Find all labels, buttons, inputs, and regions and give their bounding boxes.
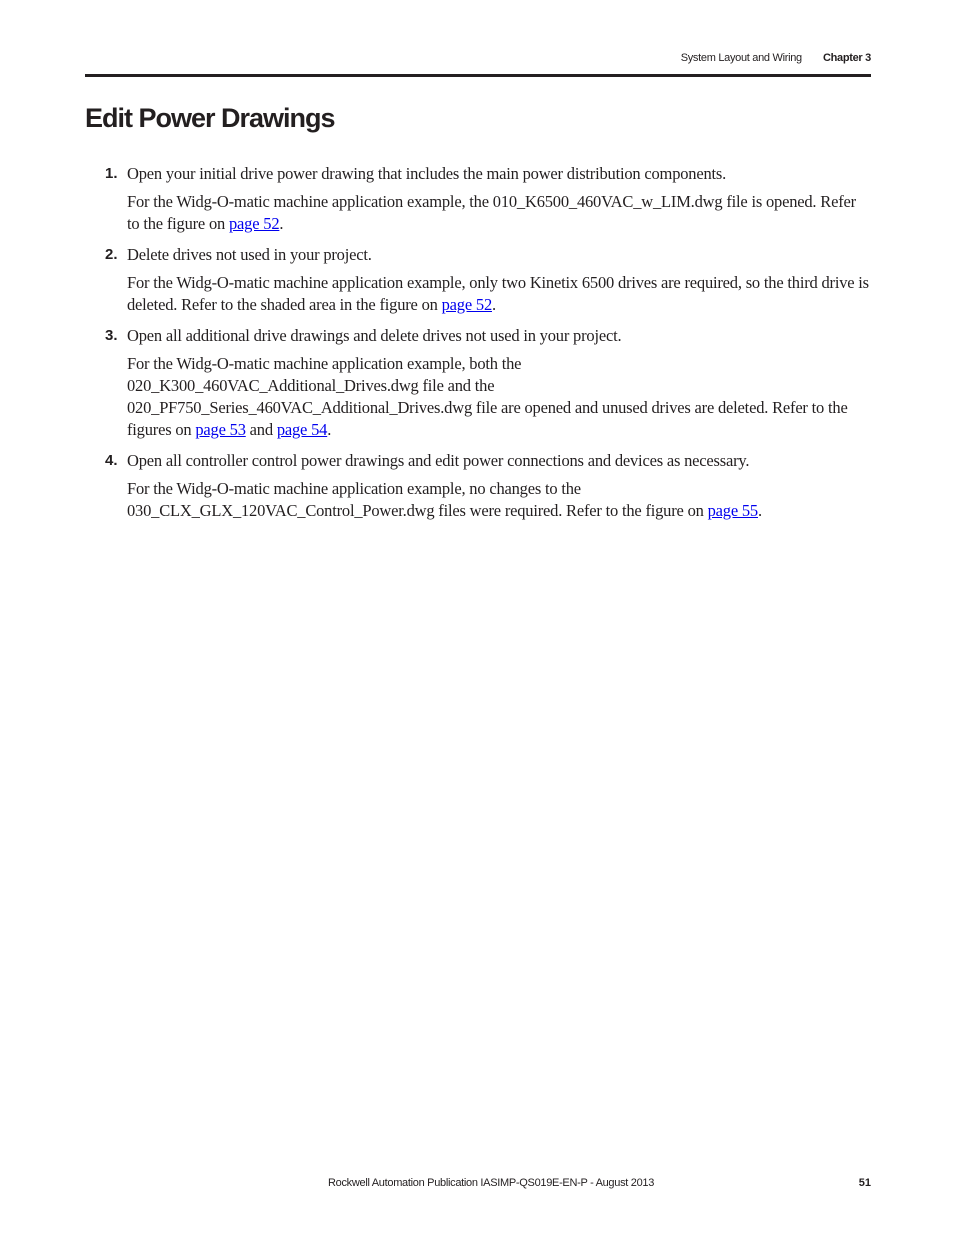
header-rule (85, 74, 871, 77)
page-number: 51 (858, 1177, 871, 1189)
step-detail-text: 020_PF750_Series_460VAC_Additional_Drives.dwg file are opened and unused drives are deleted. Refer to the figures on (127, 398, 848, 439)
step-detail (127, 191, 871, 235)
running-header (85, 52, 871, 70)
page-53-link[interactable]: page 53 (195, 420, 246, 439)
step-detail-text: For the Widg-O-matic machine application example, only two Kinetix 6500 drives are required, so the third drive is deleted. Refer to the shaded area in the figure on (127, 273, 869, 314)
step-number: 4. (105, 452, 118, 469)
step-detail (127, 272, 871, 316)
step-instruction: Open your initial drive power drawing that includes the main power distribution components. (127, 164, 727, 183)
page-55-link[interactable]: page 55 (707, 501, 758, 520)
step-number: 2. (105, 246, 118, 263)
step-detail-text: 030_CLX_GLX_120VAC_Control_Power.dwg files were required. Refer to the figure on (127, 501, 708, 520)
step-detail-text: 020_K300_460VAC_Additional_Drives.dwg file and the (127, 376, 495, 395)
page-52-link[interactable]: page 52 (229, 214, 280, 233)
page-title: Edit Power Drawings (85, 103, 335, 133)
step-detail-text: and (245, 420, 277, 439)
page-54-link[interactable]: page 54 (276, 420, 328, 439)
step-4 (85, 447, 871, 522)
step-detail (127, 353, 871, 441)
page-footer (85, 1177, 871, 1195)
header-chapter-label: Chapter 3 (822, 52, 871, 64)
step-1 (85, 160, 871, 235)
step-instruction: Open all additional drive drawings and delete drives not used in your project. (127, 326, 622, 345)
step-number: 3. (105, 327, 118, 344)
step-2 (85, 241, 871, 316)
step-instruction: Delete drives not used in your project. (127, 245, 372, 264)
step-detail-text: . (492, 295, 496, 314)
step-3 (85, 322, 871, 441)
step-number: 1. (105, 165, 118, 182)
step-detail (127, 478, 871, 522)
step-instruction: Open all controller control power drawings and edit power connections and devices as necessary. (127, 451, 750, 470)
step-detail-text: . (327, 420, 332, 439)
header-section-title: System Layout and Wiring (680, 52, 802, 64)
step-detail-text: For the Widg-O-matic machine application example, both the (127, 354, 522, 373)
step-detail-text: For the Widg-O-matic machine application example, the 010_K6500_460VAC_w_LIM.dwg file is opened. Refer to the figure on (127, 192, 856, 233)
step-detail-text: . (757, 501, 762, 520)
step-detail-text: . (279, 214, 284, 233)
publication-info: Rockwell Automation Publication IASIMP-QS019E-EN-P - August 2013 (328, 1177, 655, 1189)
page-52-link[interactable]: page 52 (441, 295, 492, 314)
steps-list (85, 160, 871, 528)
step-detail-text: For the Widg-O-matic machine application example, no changes to the (127, 479, 581, 498)
